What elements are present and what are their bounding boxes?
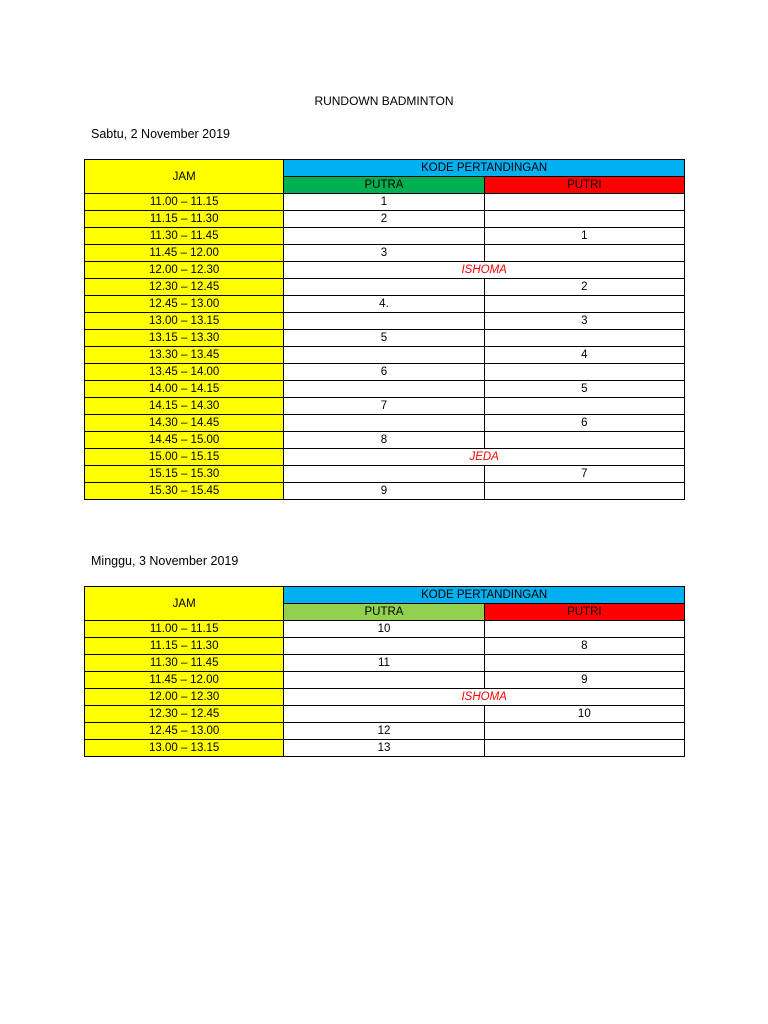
time-cell: 14.30 – 14.45 — [85, 415, 284, 432]
putra-code-cell: 12 — [284, 723, 484, 740]
table-row — [85, 740, 685, 757]
kode-pertandingan-header: KODE PERTANDINGAN — [284, 587, 685, 604]
table-row — [85, 245, 685, 262]
putra-code-cell: 8 — [284, 432, 484, 449]
table-row — [85, 296, 685, 313]
day-label-sunday: Minggu, 3 November 2019 — [91, 554, 239, 568]
putri-code-cell — [484, 194, 684, 211]
putra-code-cell — [284, 638, 484, 655]
putra-code-cell — [284, 672, 484, 689]
time-cell: 13.15 – 13.30 — [85, 330, 284, 347]
time-cell: 11.45 – 12.00 — [85, 672, 284, 689]
putri-code-cell: 5 — [484, 381, 684, 398]
putri-code-cell — [484, 245, 684, 262]
putra-code-cell: 6 — [284, 364, 484, 381]
time-cell: 13.30 – 13.45 — [85, 347, 284, 364]
table-row — [85, 483, 685, 500]
putri-code-cell: 4 — [484, 347, 684, 364]
table-row — [85, 415, 685, 432]
break-note-cell: ISHOMA — [284, 689, 685, 706]
table-row — [85, 672, 685, 689]
table-row — [85, 449, 685, 466]
time-cell: 11.00 – 11.15 — [85, 194, 284, 211]
time-cell: 11.00 – 11.15 — [85, 621, 284, 638]
putra-code-cell: 2 — [284, 211, 484, 228]
schedule-table-sunday — [84, 586, 685, 757]
putri-code-cell: 1 — [484, 228, 684, 245]
time-cell: 11.15 – 11.30 — [85, 638, 284, 655]
table-row — [85, 723, 685, 740]
time-cell: 12.45 – 13.00 — [85, 723, 284, 740]
putri-code-cell: 8 — [484, 638, 684, 655]
putri-code-cell — [484, 655, 684, 672]
time-cell: 15.30 – 15.45 — [85, 483, 284, 500]
table-row — [85, 655, 685, 672]
table-row — [85, 381, 685, 398]
schedule-table-saturday — [84, 159, 685, 500]
putri-code-cell — [484, 364, 684, 381]
putri-code-cell — [484, 723, 684, 740]
time-cell: 11.30 – 11.45 — [85, 655, 284, 672]
putri-code-cell: 2 — [484, 279, 684, 296]
putra-code-cell — [284, 381, 484, 398]
table-row — [85, 194, 685, 211]
time-cell: 12.30 – 12.45 — [85, 706, 284, 723]
time-cell: 12.45 – 13.00 — [85, 296, 284, 313]
putri-code-cell — [484, 483, 684, 500]
time-cell: 12.00 – 12.30 — [85, 689, 284, 706]
table-row — [85, 211, 685, 228]
putra-code-cell: 13 — [284, 740, 484, 757]
table-row — [85, 398, 685, 415]
time-cell: 12.00 – 12.30 — [85, 262, 284, 279]
putri-code-cell: 9 — [484, 672, 684, 689]
time-cell: 11.30 – 11.45 — [85, 228, 284, 245]
schedule-body-sunday — [85, 621, 685, 757]
time-cell: 14.00 – 14.15 — [85, 381, 284, 398]
putri-header: PUTRI — [484, 177, 684, 194]
putra-code-cell: 3 — [284, 245, 484, 262]
time-cell: 11.15 – 11.30 — [85, 211, 284, 228]
putra-code-cell: 10 — [284, 621, 484, 638]
putri-code-cell: 7 — [484, 466, 684, 483]
putra-code-cell — [284, 415, 484, 432]
kode-pertandingan-header: KODE PERTANDINGAN — [284, 160, 685, 177]
table-row — [85, 364, 685, 381]
time-cell: 13.00 – 13.15 — [85, 313, 284, 330]
putri-code-cell — [484, 621, 684, 638]
table-row — [85, 262, 685, 279]
putra-header: PUTRA — [284, 604, 484, 621]
putra-code-cell: 7 — [284, 398, 484, 415]
table-row — [85, 228, 685, 245]
table-row — [85, 638, 685, 655]
table-row — [85, 621, 685, 638]
table-row — [85, 330, 685, 347]
table-row — [85, 689, 685, 706]
schedule-body-saturday — [85, 194, 685, 500]
putra-code-cell: 4. — [284, 296, 484, 313]
table-row — [85, 432, 685, 449]
putri-code-cell — [484, 330, 684, 347]
break-note-cell: ISHOMA — [284, 262, 685, 279]
putra-code-cell — [284, 313, 484, 330]
break-note-cell: JEDA — [284, 449, 685, 466]
putra-code-cell: 1 — [284, 194, 484, 211]
time-cell: 13.00 – 13.15 — [85, 740, 284, 757]
putri-code-cell: 3 — [484, 313, 684, 330]
table-row — [85, 466, 685, 483]
table-row — [85, 313, 685, 330]
jam-header: JAM — [85, 160, 284, 194]
putri-code-cell — [484, 211, 684, 228]
putri-code-cell: 10 — [484, 706, 684, 723]
time-cell: 11.45 – 12.00 — [85, 245, 284, 262]
time-cell: 15.15 – 15.30 — [85, 466, 284, 483]
putri-code-cell — [484, 432, 684, 449]
putra-code-cell — [284, 347, 484, 364]
time-cell: 14.45 – 15.00 — [85, 432, 284, 449]
time-cell: 12.30 – 12.45 — [85, 279, 284, 296]
day-label-saturday: Sabtu, 2 November 2019 — [91, 127, 230, 141]
putri-code-cell: 6 — [484, 415, 684, 432]
putri-header: PUTRI — [484, 604, 684, 621]
putri-code-cell — [484, 296, 684, 313]
table-row — [85, 279, 685, 296]
putra-code-cell — [284, 706, 484, 723]
document-title: RUNDOWN BADMINTON — [314, 94, 454, 108]
putra-code-cell — [284, 279, 484, 296]
putri-code-cell — [484, 398, 684, 415]
time-cell: 14.15 – 14.30 — [85, 398, 284, 415]
putri-code-cell — [484, 740, 684, 757]
jam-header: JAM — [85, 587, 284, 621]
putra-code-cell — [284, 228, 484, 245]
table-row — [85, 347, 685, 364]
time-cell: 15.00 – 15.15 — [85, 449, 284, 466]
putra-code-cell: 11 — [284, 655, 484, 672]
table-row — [85, 706, 685, 723]
putra-code-cell: 5 — [284, 330, 484, 347]
putra-code-cell: 9 — [284, 483, 484, 500]
putra-header: PUTRA — [284, 177, 484, 194]
time-cell: 13.45 – 14.00 — [85, 364, 284, 381]
putra-code-cell — [284, 466, 484, 483]
